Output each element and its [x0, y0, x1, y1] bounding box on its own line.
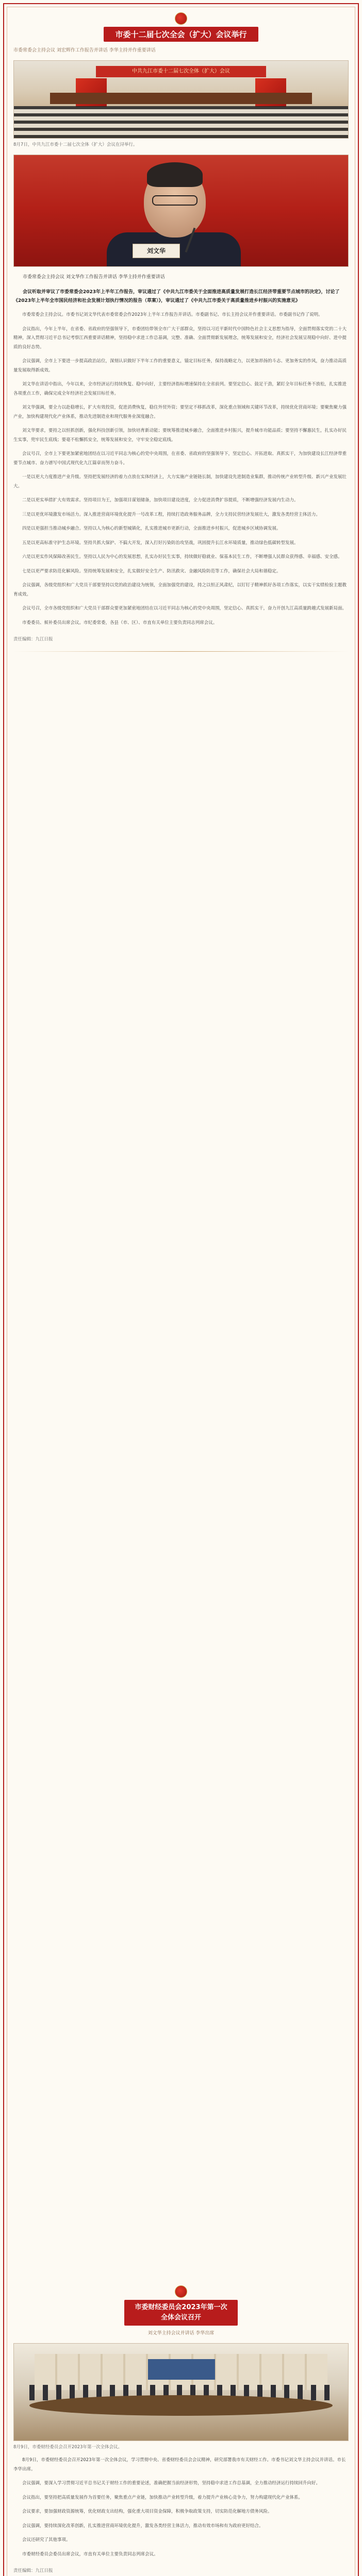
speaker-hair: [147, 162, 203, 187]
paragraph: 市委常委会主持会议。市委书记刘文华代表市委常委会作2023年上半年工作报告并讲话。市委副书记、市长主持会议并作重要讲话。市委副书记作了说明。: [22, 312, 323, 317]
article-two-header: [13, 2285, 349, 2326]
paragraph: 七是以更严要求防范化解风险。坚持统筹发展和安全，扎实做好安全生产、防汛救灾、金融风险防范等工作，确保社会大局和谐稳定。: [22, 568, 281, 574]
speaker-nameplate: 刘文华: [133, 244, 180, 258]
article-one-title: 市委十二届七次全会（扩大）会议举行: [104, 27, 258, 42]
paragraph: 会议指出，今年上半年，在省委、省政府的坚强领导下，市委团结带领全市广大干部群众，坚持以习近平新时代中国特色社会主义思想为指导，全面贯彻落实党的二十大精神，深入贯彻习近平总书记考察江西重要讲话精神，坚持稳中求进工作总基调，完整、准确、全面贯彻新发展理念，统筹发展和安全，经济社会发展呈现稳中向好、进中提质的良好态势。: [13, 326, 347, 350]
speaker-photo: [13, 155, 349, 267]
paragraph: 会议号召，全市上下要更加紧密地团结在以习近平同志为核心的党中央周围，在省委、省政府的坚强领导下，坚定信心、开拓进取、真抓实干，为加快建设长江经济带重要节点城市、奋力谱写中国式现代化九江篇章而努力奋斗。: [13, 451, 347, 466]
article-two-title-line1: 市委财经委员会2023年第一次: [135, 2303, 227, 2311]
paragraph: 刘文华在讲话中指出，今年以来，全市经济运行持续恢复、稳中向好，主要经济指标增速保持在全省前列。要坚定信心、鼓足干劲，紧盯全年目标任务不放松，扎实推进各项重点工作，确保完成全年经济社会发展目标任务。: [13, 382, 347, 396]
article-one-editor: 责任编辑：九江日报: [13, 637, 53, 642]
article-one-lead: 市委常委会主持会议 刘文华作工作报告并讲话 李华主持并作重要讲话: [23, 275, 165, 280]
paragraph: 会议强调，各级党组织和广大党员干部要坚持以党的政治建设为统领，全面加强党的建设，持之以恒正风肃纪，以钉钉子精神抓好各项工作落实，以实干实绩检验主题教育成效。: [13, 583, 347, 597]
article-two-title-line2: 全体会议召开: [160, 2314, 201, 2321]
article-one: [13, 12, 349, 661]
paragraph: 会议强调，全市上下要进一步提高政治站位，深刻认识做好下半年工作的重要意义，锚定目标任务，保持战略定力，以更加昂扬的斗志、更加务实的作风，奋力推动高质量发展取得新成效。: [13, 359, 347, 373]
article-two-title: [124, 2300, 237, 2326]
paragraph: 二是以更实举措扩大有效需求。坚持项目为王，加强项目谋划储备，加快项目建设进度，全力促进消费扩容提质，不断增强经济发展内生动力。: [22, 498, 299, 503]
paragraph: 三是以更优环境激发市场活力。深入推进营商环境优化提升一号改革工程，持续打造政务服务品牌，全力支持民营经济发展壮大，激发各类经营主体活力。: [22, 512, 321, 517]
paragraph: 一是以更大力度推进产业升级。坚持把发展经济的着力点放在实体经济上，大力实施产业链链长制，加快建设先进制造业集群，推动传统产业转型升级、新兴产业发展壮大。: [13, 474, 347, 489]
paragraph: 五是以更高标准守护生态环境。坚持共抓大保护、不搞大开发，深入打好污染防治攻坚战，巩固提升长江水环境质量，推动绿色低碳转型发展。: [22, 540, 299, 546]
stage: [50, 93, 312, 104]
article-one-header: [13, 12, 349, 42]
party-emblem-icon: [175, 12, 187, 25]
article-one-subtitle: 市委常委会主持会议 刘宏辉作工作报告并讲话 李华主持并作重要讲话: [13, 48, 156, 53]
paragraph: 会议号召，全市各级党组织和广大党员干部群众要更加紧密地团结在以习近平同志为核心的党中央周围，坚定信心、真抓实干，奋力开创九江高质量跨越式发展新局面。: [22, 606, 347, 611]
paragraph: 会议指出，要坚持把高质量发展作为首要任务，聚焦重点产业链，加快推动产业转型升级，着力提升产业核心竞争力，努力构建现代化产业体系。: [22, 2495, 303, 2500]
finance-meeting-photo: [13, 2343, 349, 2441]
paragraph: 市委委员、候补委员出席会议。市纪委常委，各县（市、区）、市直有关单位主要负责同志列席会议。: [22, 620, 218, 625]
article-two: [13, 2285, 349, 2573]
paragraph: 六是以更实作风保障改善民生。坚持以人民为中心的发展思想，扎实办好民生实事，持续做好稳就业、保基本民生工作，不断增强人民群众获得感、幸福感、安全感。: [22, 554, 342, 560]
hall-banner: 中共九江市委十二届七次全体（扩大）会议: [96, 66, 266, 77]
section-divider: [13, 651, 349, 652]
paragraph: 刘文华强调，要全力以赴稳增长，扩大有效投资，促进消费恢复，稳住外贸外资；要坚定不移抓改革，深化重点领域和关键环节改革，持续优化营商环境；要聚焦聚力强产业，加快构建现代化产业体系，推动先进制造业和现代服务业深度融合。: [13, 405, 347, 419]
meeting-table: [29, 2395, 333, 2416]
paragraph: 四是以更强担当推动城乡融合。坚持以人为核心的新型城镇化，扎实推进城市更新行动，全面推进乡村振兴，促进城乡区域协调发展。: [22, 526, 281, 531]
speaker-glasses: [152, 195, 198, 206]
paragraph: 市委财经委员会委员出席会议，市直有关单位主要负责同志列席会议。: [22, 2551, 158, 2557]
meeting-hall-photo: [13, 60, 349, 139]
meeting-screen: [148, 2359, 215, 2380]
paragraph: 会议要求，要加强财政资源统筹，优化财政支出结构，强化重大项目资金保障，积极争取政策支持，切实防范化解地方债务风险。: [22, 2509, 272, 2514]
article-one-lead-strong: 会议听取并审议了市委常委会2023年上半年工作报告，审议通过了《中共九江市委关于全面推进高质量发展打造长江经济带重要节点城市的决定》，讨论了《2023年上半年全市国民经济和社会发展计划执行情况的报告（草案）》，审议通过了《中共九江市委关于高质量推进乡村振兴的实施意见》: [13, 290, 340, 303]
paragraph: 会议强调，要持续深化改革创新，扎实推进营商环境优化提升，激发各类经营主体活力，推动有效市场和有为政府更好结合。: [22, 2523, 264, 2529]
photo-one-caption: 8月7日，中共九江市委十二届七次全体（扩大）会议在浔举行。: [13, 142, 138, 147]
paragraph: 刘文华要求，要持之以恒抓创新，强化科技创新引领，加快培育新动能；要统筹推进城乡融合，全面推进乡村振兴，提升城市功能品质；要坚持不懈惠民生，扎实办好民生实事，兜牢民生底线；要毫不松懈抓安全，统筹发展和安全，守牢安全稳定底线。: [13, 428, 347, 443]
article-two-subtitle: 刘文华主持会议并讲话 李华出席: [147, 2331, 215, 2336]
paragraph: 会议强调，要深入学习贯彻习近平总书记关于财经工作的重要论述，准确把握当前经济形势，坚持稳中求进工作总基调，全力推动经济运行持续回升向好。: [22, 2481, 321, 2486]
paragraph: 会议还研究了其他事项。: [22, 2537, 71, 2543]
photo-three-caption: 8月9日，市委财经委员会召开2023年第一次全体会议。: [13, 2445, 122, 2450]
paragraph: 8月9日，市委财经委员会召开2023年第一次全体会议，学习贯彻中央、省委财经委员会会议精神，研究部署我市有关财经工作。市委书记刘文华主持会议并讲话。市长李华出席。: [13, 2458, 346, 2472]
article-two-editor: 责任编辑：九江日报: [13, 2568, 53, 2573]
party-emblem-icon: [175, 2285, 187, 2298]
audience-rows: [14, 106, 348, 138]
